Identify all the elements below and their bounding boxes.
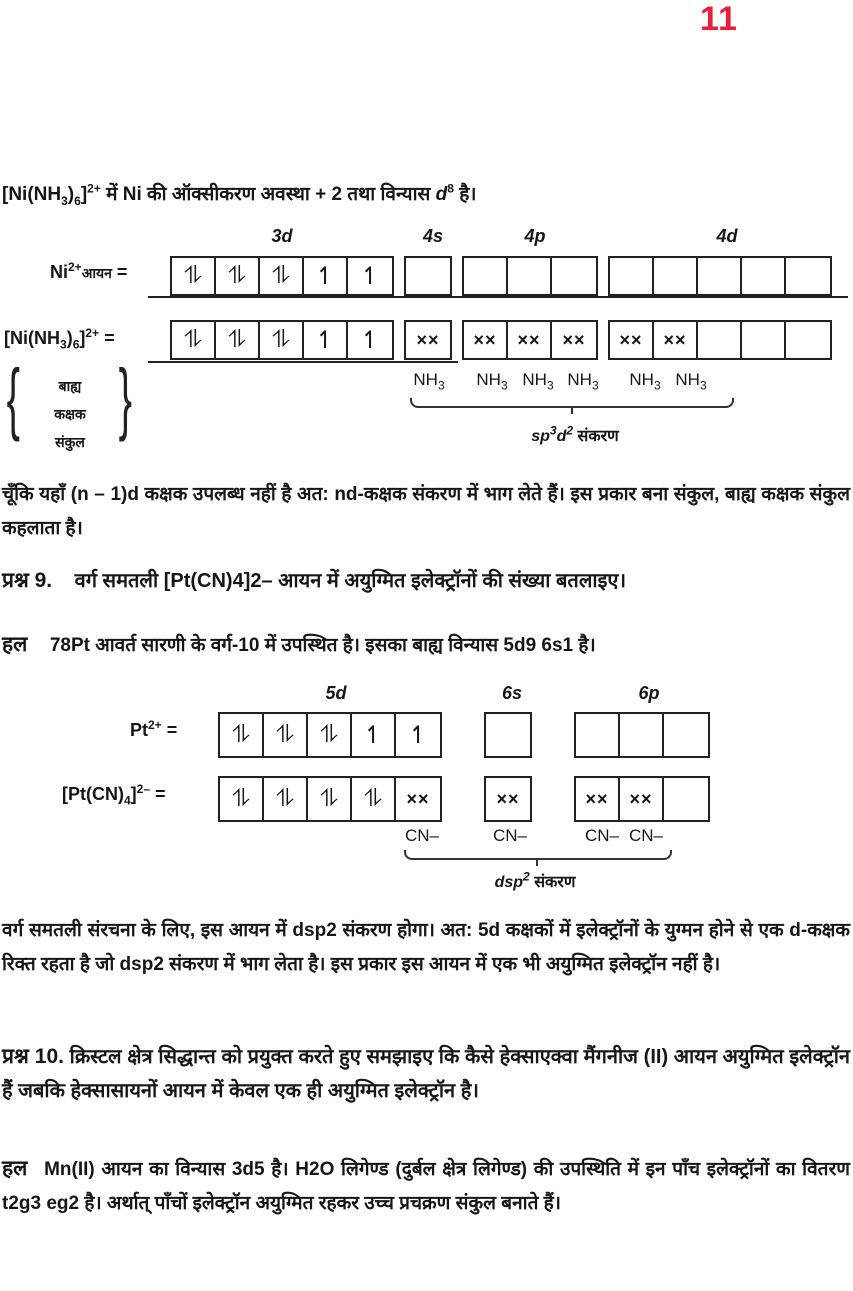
ligand-label: CN– [628, 826, 663, 845]
orbital-box [620, 714, 664, 756]
orbital-box: ↿ [352, 714, 396, 756]
orbital-box [464, 258, 508, 294]
ni-ion-baseline [148, 296, 848, 298]
orbital-box [742, 258, 786, 294]
orbital-box [654, 258, 698, 294]
ni-complex-baseline [148, 361, 458, 363]
pt-complex-label: $[Pt(CN)_4]^{2-}$ = [62, 782, 166, 808]
orbital-box: ⥮ [172, 258, 216, 294]
page-number: 11 [700, 0, 738, 38]
pt-complex-5d-group [218, 776, 442, 822]
ni-ion-orbital-row [170, 256, 832, 296]
ni-complex-orbital-row [170, 320, 832, 360]
orbital-box-ligand-pair: ×× [562, 329, 586, 350]
paragraph-square-planar: वर्ग समतली संरचना के लिए, इस आयन में dsp2 संकरण होगा। अत: 5d कक्षकों में इलेक्ट्रॉनों के युग्मन होने से एक d-कक्षक रिक्त रहता है जो dsp2 संकरण में भाग लेता है। इस प्रकार इस आयन में एक भी अयुग्मित इलेक्ट्रॉन नहीं है। [2, 920, 850, 975]
question-9-label: प्रश्न 9. [2, 569, 53, 592]
orbital-box [508, 258, 552, 294]
solution-9 [2, 630, 850, 658]
ni-complex-4s-group [404, 320, 452, 360]
outer-note-line: बाह्य [58, 378, 82, 394]
orbital-box [698, 322, 742, 358]
solution-9-text: 78Pt आवर्त सारणी के वर्ग-10 में उपस्थित है। इसका बाह्य विन्यास 5d9 6s1 है। [49, 635, 596, 656]
orbital-box: ↿ [407, 721, 429, 749]
question-10-label: प्रश्न 10. [2, 1045, 64, 1068]
ligand-label: $NH_3$ [522, 370, 554, 393]
right-curly-brace: } [118, 353, 133, 442]
orbital-box-ligand-pair: ×× [496, 788, 520, 809]
intro-line [2, 180, 477, 206]
orbital-label-5d: 5d [325, 683, 347, 703]
orbital-label-6p: 6p [638, 683, 660, 703]
pt-6s-group [484, 712, 532, 758]
outer-note-line: संकुल [55, 434, 85, 450]
orbital-box [610, 258, 654, 294]
ni-hybridisation-label: $sp^3d^2$ संकरण [531, 423, 619, 445]
orbital-box: ⥮ [264, 778, 308, 820]
orbital-box [406, 258, 450, 294]
orbital-box-ligand-pair: ×× [620, 778, 664, 820]
orbital-box: ⥮ [308, 778, 352, 820]
orbital-box [576, 714, 620, 756]
ni-ion-label: $Ni^{2+}आयन$ = [50, 260, 128, 282]
pt-6p-group [574, 712, 710, 758]
orbital-box [486, 714, 530, 756]
orbital-box: ⥮ [260, 322, 304, 358]
orbital-box: ⥮ [264, 714, 308, 756]
solution-10-label: हल [2, 1157, 28, 1180]
orbital-box: ⥮ [308, 714, 352, 756]
orbital-box-ligand-pair: ×× [654, 322, 698, 358]
orbital-box: ⥮ [260, 258, 304, 294]
pt-complex-orbital-row [218, 776, 710, 822]
ni-complex-3d-group [170, 320, 394, 360]
ligand-label: $NH_3$ [629, 370, 661, 393]
orbital-box: ↿ [304, 322, 348, 358]
orbital-box [552, 258, 596, 294]
brace-tip [571, 406, 573, 414]
left-curly-brace: { [6, 353, 21, 442]
question-10 [2, 1040, 850, 1108]
ni-4s-group [404, 256, 452, 296]
paragraph-outer-orbital: चूँकि यहाँ (n – 1)d कक्षक उपलब्ध नहीं है अत: nd-कक्षक संकरण में भाग लेते हैं। इस प्रकार बना संकुल, बाह्य कक्षक संकुल कहलाता है। [2, 484, 850, 539]
intro-formula: $[Ni(NH_3)_6]^{2+}$ [2, 181, 101, 208]
orbital-label-4p: 4p [524, 226, 546, 246]
intro-text: में Ni की ऑक्सीकरण अवस्था + 2 तथा विन्यास $d^8$ है। [106, 181, 477, 205]
orbital-box: ⥮ [220, 714, 264, 756]
orbital-box-ligand-pair: ×× [508, 322, 552, 358]
ligand-label: CN– [584, 826, 619, 845]
orbital-box: ⥮ [172, 322, 216, 358]
pt-5d-group [218, 712, 442, 758]
question-10-text: क्रिस्टल क्षेत्र सिद्धान्त को प्रयुक्त करते हुए समझाइए कि कैसे हेक्साएक्वा मैंगनीज (II) आयन अयुग्मित इलेक्ट्रॉन हैं जबकि हेक्सासायनों आयन में केवल एक ही अयुग्मित इलेक्ट्रॉन है। [2, 1046, 850, 1102]
orbital-label-4d: 4d [716, 226, 738, 246]
orbital-box: ⥮ [216, 258, 260, 294]
orbital-label-3d: 3d [271, 226, 293, 246]
orbital-box: ⥮ [352, 778, 396, 820]
orbital-box [786, 322, 830, 358]
orbital-box: ↿ [359, 326, 381, 354]
ligand-label: CN– [492, 826, 527, 845]
ni-complex-4d-group [608, 320, 832, 360]
orbital-box [786, 258, 830, 294]
ni-complex-label: $[Ni(NH_3)_6]^{2+}$ = [4, 326, 115, 352]
solution-10-text: Mn(II) आयन का विन्यास 3d5 है। H2O लिगेण्ड (दुर्बल क्षेत्र लिगेण्ड) की उपस्थिति में इन पाँच इलेक्ट्रॉनों का वितरण t2g3 eg2 है। अर्थात् पाँचों इलेक्ट्रॉन अयुग्मित रहकर उच्च प्रचक्रण संकुल बनाते हैं। [2, 1159, 850, 1214]
question-9 [2, 566, 850, 594]
ni-4p-group [462, 256, 598, 296]
orbital-box: ↿ [304, 258, 348, 294]
orbital-box [664, 778, 708, 820]
ligand-label: $NH_3$ [567, 370, 599, 393]
orbital-label-4s: 4s [422, 226, 444, 246]
orbital-box: ⥮ [220, 778, 264, 820]
orbital-box-ligand-pair: ×× [416, 329, 440, 350]
ligand-label: CN– [404, 826, 439, 845]
brace-tip [536, 858, 538, 866]
orbital-box-ligand-pair: ×× [406, 788, 430, 809]
question-9-text: वर्ग समतली [Pt(CN)4]2– आयन में अयुग्मित इलेक्ट्रॉनों की संख्या बतलाइए। [74, 570, 627, 592]
orbital-label-6s: 6s [501, 683, 523, 703]
ni-3d-group [170, 256, 394, 296]
pt-ion-orbital-row [218, 712, 710, 758]
orbital-box [698, 258, 742, 294]
pt-hybridisation-label: dsp$^2$ संकरण [494, 869, 576, 891]
orbital-box [664, 714, 708, 756]
ligand-label: $NH_3$ [675, 370, 707, 393]
pt-ion-label: $Pt^{2+}$ = [130, 718, 178, 740]
pt-complex-6s-group [484, 776, 532, 822]
orbital-box-ligand-pair: ×× [610, 322, 654, 358]
orbital-box: ↿ [359, 262, 381, 290]
ligand-label: $NH_3$ [476, 370, 508, 393]
orbital-box-ligand-pair: ×× [576, 778, 620, 820]
hybridisation-brace [404, 850, 672, 860]
orbital-box-ligand-pair: ×× [464, 322, 508, 358]
orbital-box: ⥮ [216, 322, 260, 358]
orbital-box [742, 322, 786, 358]
ni-complex-4p-group [462, 320, 598, 360]
outer-note-line: कक्षक [54, 406, 86, 422]
ni-4d-group [608, 256, 832, 296]
ligand-label: $NH_3$ [413, 370, 445, 393]
solution-10 [2, 1152, 850, 1221]
pt-complex-6p-group [574, 776, 710, 822]
solution-9-label: हल [2, 633, 28, 656]
